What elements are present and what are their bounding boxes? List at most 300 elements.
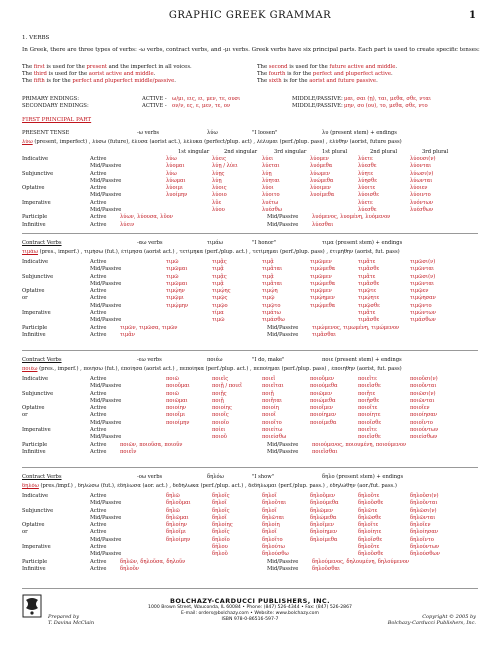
paradigm-row bbox=[22, 412, 482, 419]
infinitive-row bbox=[22, 332, 482, 339]
mood-label: Imperative bbox=[22, 199, 51, 206]
verb-form: τιμᾶσθε bbox=[358, 266, 380, 273]
verb-form: τιμῶμεν bbox=[310, 259, 332, 265]
mood-label: Imperative bbox=[22, 427, 51, 434]
column-header: 1st plural bbox=[322, 149, 348, 155]
voice-label: Mid/Passive bbox=[90, 514, 122, 521]
participle-row bbox=[22, 214, 482, 221]
verb-form: ποιοῖς bbox=[212, 412, 229, 419]
mood-label: Imperative bbox=[22, 310, 51, 317]
verb-form: δηλοῖτο bbox=[262, 536, 283, 543]
mood-label: or bbox=[22, 529, 28, 536]
verb-form: ποιῶ bbox=[166, 376, 179, 382]
verb-form: λύετε bbox=[358, 199, 373, 206]
verb-form: τιμῶμαι bbox=[166, 266, 188, 273]
voice-label: Mid/Passive bbox=[90, 500, 122, 507]
verb-form: ποιείσθων bbox=[410, 434, 438, 441]
voice-label: Mid/Passive bbox=[90, 536, 122, 543]
author-name: T. Davina McClain bbox=[48, 620, 95, 626]
participle-row bbox=[22, 442, 482, 449]
part-ordinal: first bbox=[33, 64, 45, 70]
copyright-holder: Bolchazy-Carducci Publishers, Inc. bbox=[387, 620, 476, 626]
principal-parts: (pres., imperf.) , ποιήσω (fut.), ἐποίησα (aorist act.) , πεποίηκα (perf./plup. act.) , πεποίημαι (perf./plup. pass) , ἐποιήθην (aorist, fut. pass) bbox=[39, 366, 402, 372]
voice-label: Active bbox=[90, 412, 107, 419]
verb-form: λύεσθε bbox=[358, 207, 377, 214]
verb-form: λυοίμεθα bbox=[310, 192, 335, 199]
voice-label: Active bbox=[90, 427, 107, 434]
participle-label: Participle bbox=[22, 441, 48, 448]
voice-label: Active bbox=[90, 273, 107, 280]
verb-form: τιμῴης bbox=[212, 288, 231, 295]
tense-use: future active and middle bbox=[329, 64, 396, 70]
verb-form: τιμῶ bbox=[166, 273, 179, 280]
verb-form: δηλοῖς bbox=[212, 493, 230, 499]
verb-form: δηλοῖμεν bbox=[310, 522, 334, 529]
principal-parts: (pres., imperf.) , τιμήσω (fut.), ἐτίμησα (aorist act.) , τετίμηκα (perf./plup. act.) , τετίμημαι (perf./plup. pass) , ἐτιμήθην (aorist, fut. pass) bbox=[39, 249, 400, 255]
verb-form: λύεται bbox=[262, 163, 280, 170]
verb-form: λύηται bbox=[262, 177, 280, 184]
infinitive-label: Infinitive bbox=[22, 565, 46, 572]
mood-label: Indicative bbox=[22, 493, 49, 499]
publisher-contact: E-mail: orders@bolchazy.com • Website: www.bolchazy.com bbox=[181, 611, 319, 616]
verb-form: λύοις bbox=[212, 185, 227, 192]
paradigm-row bbox=[22, 376, 482, 383]
verb-form: τιμάσθω bbox=[262, 317, 285, 324]
participle-label: Participle bbox=[22, 214, 48, 221]
voice-label: Active bbox=[90, 522, 107, 529]
participle-mp-form: λυόμενος, λυομένη, λυόμενον bbox=[312, 214, 391, 221]
verb-form: δηλοῖμι bbox=[166, 529, 187, 536]
verb-form: λύοιεν bbox=[410, 185, 428, 192]
verb-form: δηλοῖεν bbox=[410, 522, 431, 529]
verb-class: -εω verbs bbox=[137, 357, 162, 363]
verb-form: δηλοῖντο bbox=[410, 536, 434, 543]
voice-label: Mid/Passive bbox=[90, 192, 122, 199]
participle-label: Participle bbox=[22, 558, 48, 565]
infinitive-mp-form: ποιεῖσθαι bbox=[312, 448, 338, 455]
verb-form: ποιεῖται bbox=[262, 383, 284, 390]
verb-form: δηλοῖ bbox=[262, 529, 277, 536]
part-note bbox=[257, 64, 482, 71]
verb-form: δηλώμεθα bbox=[310, 514, 337, 521]
verb-form: ποιοῦσι(ν) bbox=[410, 376, 438, 382]
verb-form: δηλοίης bbox=[212, 522, 233, 529]
page-number: 1 bbox=[469, 10, 476, 21]
verb-form: λυοίμην bbox=[166, 192, 188, 199]
verb-form: ποιοῖεν bbox=[410, 405, 430, 412]
paradigm-row bbox=[22, 515, 482, 522]
verb-form: ποιεῖς bbox=[212, 376, 229, 382]
voice-label: Mid/Passive bbox=[90, 280, 122, 287]
verb-form: λύοισθε bbox=[358, 192, 379, 199]
mood-label: Subjunctive bbox=[22, 273, 54, 280]
verb-form: λύωμαι bbox=[166, 177, 186, 184]
infinitive-label: Infinitive bbox=[22, 221, 46, 228]
verb-form: ποίει bbox=[212, 427, 226, 434]
voice-label: Active bbox=[90, 324, 107, 331]
verb-form: τιμῷτο bbox=[262, 302, 281, 309]
note-text: is for the bbox=[281, 78, 310, 84]
verb-form: τιμῴησαν bbox=[410, 295, 436, 302]
paradigm-row bbox=[22, 317, 482, 324]
publisher-address: 1000 Brown Street, Wauconda, IL 60084 • Phone: (847) 526-4344 • Fax: (847) 526-2867 bbox=[148, 605, 352, 610]
participle-mp-form: τιμώμενος, τιμωμένη, τιμώμενον bbox=[312, 324, 400, 331]
verb-form: ποιοίης bbox=[212, 405, 232, 412]
present-stem: δηλο (present stem) + endings bbox=[322, 474, 404, 480]
verb-form: λύῃ bbox=[212, 177, 222, 184]
verb-form: λυέσθων bbox=[410, 207, 434, 214]
parts-left-column bbox=[22, 64, 247, 85]
person-number-header bbox=[22, 149, 482, 156]
verb-form: δηλοίημεν bbox=[310, 529, 337, 536]
verb-form: τιμῷμι bbox=[166, 295, 184, 302]
copyright bbox=[388, 614, 476, 626]
paradigm-row bbox=[22, 398, 482, 405]
verb-form: ποιοῖτο bbox=[262, 419, 282, 426]
paradigm-type: Contract Verbs bbox=[22, 474, 62, 480]
column-header: 2nd plural bbox=[370, 149, 398, 155]
note-text: The bbox=[22, 71, 34, 77]
infinitive-mp-form: δηλοῦσθαι bbox=[312, 565, 340, 572]
verb-form: δηλοῖ bbox=[262, 493, 277, 499]
lemma: δηλόω bbox=[22, 483, 39, 489]
note-text: The bbox=[257, 78, 269, 84]
verb-form: δηλοῖσθε bbox=[358, 536, 383, 543]
verb-form: ποιεῖσθε bbox=[358, 383, 381, 390]
verb-form: τιμώμεθα bbox=[310, 280, 336, 287]
column-header: 1st singular bbox=[178, 149, 210, 155]
verb-form: τιμᾶσθε bbox=[358, 280, 380, 287]
part-ordinal: fourth bbox=[268, 71, 286, 77]
voice-label: Active bbox=[90, 310, 107, 317]
verb-gloss: "I loosen" bbox=[252, 130, 278, 136]
voice-label: Mid/Passive bbox=[267, 441, 299, 448]
verb-form: ποιούμεθα bbox=[310, 383, 338, 390]
verb-form: ποιοῖ bbox=[262, 412, 276, 419]
verb-form: λυέτω bbox=[262, 199, 279, 206]
block-divider bbox=[22, 350, 478, 351]
note-text: is used for the bbox=[44, 64, 87, 70]
verb-form: δηλούσθων bbox=[410, 551, 440, 558]
tense-use: present bbox=[86, 64, 107, 70]
verb-form: δηλοῖ bbox=[212, 514, 227, 521]
note-text: is used for the bbox=[287, 64, 330, 70]
column-header: 2nd singular bbox=[224, 149, 258, 155]
note-text: is used for the bbox=[46, 71, 89, 77]
voice-label: Mid/Passive bbox=[267, 214, 299, 221]
paradigm-row bbox=[22, 391, 482, 398]
verb-form: τιμῷσθε bbox=[358, 302, 380, 309]
voice-label: Mid/Passive bbox=[90, 207, 122, 214]
verb-form: ποιούντων bbox=[410, 427, 439, 434]
part-note bbox=[22, 71, 247, 78]
participle-row bbox=[22, 559, 482, 566]
verb-form: τιμώντων bbox=[410, 310, 436, 317]
principal-parts-line bbox=[22, 366, 482, 376]
verb-class: -ω verbs bbox=[137, 130, 160, 136]
infinitive-row bbox=[22, 222, 482, 229]
principal-parts: (pres./impf.) , δηλώσω (fut.), ἐδήλωσα (aor. act.) , δεδήλωκα (perf./plup. act.) , δεδήλωμαι (perf./plup. pass.) , ἐδηλώθην (aor./fut. pass.) bbox=[40, 483, 397, 489]
tense-use: perfect and pluperfect middle/passive bbox=[72, 78, 175, 84]
mood-label: Imperative bbox=[22, 544, 51, 551]
verb-form: ποιεῖτε bbox=[358, 376, 377, 382]
voice-label: Mid/Passive bbox=[267, 324, 299, 331]
verb-form: τιμῷς bbox=[212, 295, 228, 302]
verb-form: ποιεῖ bbox=[262, 376, 276, 382]
verb-form: δηλοῦμαι bbox=[166, 500, 191, 507]
secondary-endings-label: SECONDARY ENDINGS: bbox=[22, 103, 89, 109]
present-stem: τιμα (present stem) + endings bbox=[322, 240, 403, 246]
section-heading: 1. VERBS bbox=[22, 35, 50, 41]
primary-endings-label: PRIMARY ENDINGS: bbox=[22, 96, 80, 102]
verb-form: λύονται bbox=[410, 163, 432, 170]
verb-form: λύοιο bbox=[212, 192, 227, 199]
verb-form: δηλοῦσθε bbox=[358, 500, 384, 507]
infinitive-active-form: ποιεῖν bbox=[120, 448, 137, 455]
voice-label: Active bbox=[90, 544, 107, 551]
mood-label: Indicative bbox=[22, 376, 49, 382]
verb-form: λύοιτο bbox=[262, 192, 280, 199]
verb-form: ποιῆσθε bbox=[358, 397, 380, 404]
paradigm-row bbox=[22, 303, 482, 310]
note-text: The bbox=[22, 64, 34, 70]
verb-form: δηλῶτε bbox=[358, 507, 378, 514]
verb-form: τιμῶ bbox=[166, 259, 179, 265]
paradigm-row bbox=[22, 295, 482, 302]
verb-form: ποιῆτε bbox=[358, 390, 376, 397]
verb-form: λυώμεθα bbox=[310, 177, 334, 184]
participle-row bbox=[22, 325, 482, 332]
infinitive-active-form: λύειν bbox=[120, 221, 135, 228]
verb-form: τιμώμεθα bbox=[310, 266, 336, 273]
voice-label: Active bbox=[90, 376, 107, 382]
voice-label: Active bbox=[90, 441, 107, 448]
note-text: . bbox=[376, 78, 378, 84]
paradigm-header bbox=[22, 357, 482, 366]
verb-form: δηλοῖ bbox=[262, 507, 277, 514]
mood-label: Optative bbox=[22, 405, 45, 412]
verb-form: δηλοῖς bbox=[212, 507, 230, 514]
verb-form: τιμᾶται bbox=[262, 280, 283, 287]
paradigm-row bbox=[22, 281, 482, 288]
verb-form: δηλοίην bbox=[166, 522, 187, 529]
voice-label: Active bbox=[90, 214, 107, 221]
infinitive-label: Infinitive bbox=[22, 448, 46, 455]
secondary-mp-endings: μην, σο (ου), το, μεθα, σθε, ντο bbox=[344, 103, 428, 109]
verb-form: ποιῇ bbox=[262, 390, 274, 397]
verb-form: τιμάσθων bbox=[410, 317, 436, 324]
mood-label: or bbox=[22, 295, 28, 302]
verb-form: ποιῶσι(ν) bbox=[410, 390, 436, 397]
verb-form: δηλοῦμεν bbox=[310, 493, 336, 499]
paradigm-block bbox=[22, 130, 482, 229]
voice-label: Active bbox=[90, 558, 107, 565]
mp-label: MIDDLE/PASSIVE: bbox=[292, 103, 343, 109]
verb-gloss: "I show" bbox=[252, 474, 275, 480]
verb-form: τιμῷεν bbox=[410, 288, 429, 295]
paradigm-row bbox=[22, 551, 482, 558]
verb-form: τιμῷτε bbox=[358, 288, 377, 295]
verb-form: ποιοῖο bbox=[212, 419, 229, 426]
publisher-name: BOLCHAZY-CARDUCCI PUBLISHERS, INC. bbox=[170, 597, 330, 605]
verb-form: ποιοίην bbox=[166, 405, 186, 412]
verb-form: λύω bbox=[166, 156, 177, 162]
verb-form: δηλῶσι(ν) bbox=[410, 507, 437, 514]
paradigm-type: PRESENT TENSE bbox=[22, 130, 70, 136]
verb-form: λύουσι(ν) bbox=[410, 156, 436, 162]
paradigm-block bbox=[22, 357, 482, 456]
verb-form: λύομαι bbox=[166, 163, 185, 170]
infinitive-active-form: τιμᾶν bbox=[120, 331, 135, 338]
paradigm-row bbox=[22, 493, 482, 500]
paradigm-block bbox=[22, 240, 482, 339]
paradigm-row bbox=[22, 163, 482, 170]
verb-form: τιμᾷς bbox=[212, 273, 227, 280]
mood-label: Optative bbox=[22, 288, 45, 295]
verb-form: δήλου bbox=[212, 544, 228, 551]
note-text: . bbox=[391, 71, 393, 77]
verb-form: δηλῶνται bbox=[410, 514, 436, 521]
verb-form: ποιοῖμι bbox=[166, 412, 186, 419]
verb-form: λύω bbox=[166, 170, 177, 177]
mp-label: MIDDLE/PASSIVE: bbox=[292, 96, 343, 102]
present-stem: ποιε (present stem) + endings bbox=[322, 357, 402, 363]
verb-form: τιμῶμεν bbox=[310, 273, 332, 280]
verb-form: λύωνται bbox=[410, 177, 433, 184]
verb-class: -αω verbs bbox=[137, 240, 163, 246]
paradigm-row bbox=[22, 207, 482, 214]
column-header: 3rd singular bbox=[274, 149, 307, 155]
paradigm-type: Contract Verbs bbox=[22, 240, 62, 246]
verb-form: ποιοῦμεν bbox=[310, 376, 335, 382]
voice-label: Active bbox=[90, 170, 107, 177]
verb-form: τιμῶ bbox=[212, 317, 225, 324]
mood-label: Subjunctive bbox=[22, 390, 54, 397]
voice-label: Mid/Passive bbox=[90, 434, 122, 441]
footer-divider bbox=[22, 588, 478, 589]
paradigm-row bbox=[22, 537, 482, 544]
verb-form: τιμῶνται bbox=[410, 280, 435, 287]
verb-form: τιμᾷ bbox=[262, 259, 274, 265]
voice-label: Mid/Passive bbox=[90, 266, 122, 273]
verb-form: λύοιντο bbox=[410, 192, 431, 199]
block-divider bbox=[22, 233, 478, 234]
verb-form: δηλοῖ bbox=[212, 500, 227, 507]
verb-form: ποιοῦ bbox=[212, 434, 227, 441]
infinitive-row bbox=[22, 566, 482, 573]
part-ordinal: second bbox=[268, 64, 288, 70]
verb-form: λύεσθε bbox=[358, 163, 377, 170]
verb-form: λύησθε bbox=[358, 177, 377, 184]
voice-label: Mid/Passive bbox=[90, 177, 122, 184]
verb-form: δηλοῖτε bbox=[358, 522, 379, 529]
example-verb: τιμάω bbox=[207, 240, 224, 246]
participle-active-form: δηλῶν, δηλοῦσα, δηλοῦν bbox=[120, 558, 186, 565]
verb-form: ποιώμεθα bbox=[310, 397, 336, 404]
verb-form: δηλοίη bbox=[262, 522, 280, 529]
verb-form: δηλοίμεθα bbox=[310, 536, 338, 543]
voice-label: Mid/Passive bbox=[267, 565, 299, 572]
verb-form: τιμῷ bbox=[262, 295, 275, 302]
copyright-line: Copyright © 2005 by bbox=[422, 614, 476, 620]
paradigm-row bbox=[22, 508, 482, 515]
verb-form: ποιῶ bbox=[166, 390, 179, 397]
infinitive-row bbox=[22, 449, 482, 456]
paradigm-header bbox=[22, 240, 482, 249]
verb-form: τιμῴημεν bbox=[310, 295, 335, 302]
paradigm-block bbox=[22, 474, 482, 573]
lemma: ποιέω bbox=[22, 366, 38, 372]
verb-form: τιμῶσι(ν) bbox=[410, 273, 436, 280]
verb-form: τιμάτω bbox=[262, 310, 281, 317]
paradigm-row bbox=[22, 500, 482, 507]
paradigm-row bbox=[22, 192, 482, 199]
part-note bbox=[22, 64, 247, 71]
verb-form: ποιεῖσθε bbox=[358, 434, 381, 441]
part-ordinal: third bbox=[33, 71, 47, 77]
voice-label: Mid/Passive bbox=[90, 551, 122, 558]
voice-label: Mid/Passive bbox=[90, 317, 122, 324]
verb-form: τίμα bbox=[212, 310, 224, 317]
paradigm-row bbox=[22, 171, 482, 178]
verb-form: ποιοίμην bbox=[166, 419, 190, 426]
verb-form: λύῃς bbox=[212, 170, 225, 177]
verb-form: λύεις bbox=[212, 156, 227, 162]
verb-form: τιμῴμεθα bbox=[310, 302, 336, 309]
participle-mp-form: δηλούμενος, δηλουμένη, δηλούμενον bbox=[312, 558, 410, 565]
note-text: The bbox=[22, 78, 34, 84]
paradigm-row bbox=[22, 200, 482, 207]
verb-form: λυόμεθα bbox=[310, 163, 333, 170]
voice-label: Active bbox=[90, 507, 107, 514]
verb-form: δηλοῦτε bbox=[358, 493, 380, 499]
verb-form: δηλοῖς bbox=[212, 529, 230, 536]
verb-form: ποιοίη bbox=[262, 405, 279, 412]
verb-form: δηλούμεθα bbox=[310, 500, 339, 507]
participle-active-form: τιμῶν, τιμῶσα, τιμῶν bbox=[120, 324, 178, 331]
voice-label: Mid/Passive bbox=[90, 397, 122, 404]
voice-label: Mid/Passive bbox=[90, 419, 122, 426]
verb-form: λύετε bbox=[358, 156, 373, 162]
participle-active-form: λύων, λύουσα, λῦον bbox=[120, 214, 173, 221]
note-text: is for the bbox=[44, 78, 73, 84]
verb-form: ποιοῦμαι bbox=[166, 383, 190, 390]
voice-label: Active bbox=[90, 390, 107, 397]
verb-form: ποιῆται bbox=[262, 397, 283, 404]
infinitive-active-form: δηλοῦν bbox=[120, 565, 139, 572]
principal-parts-line bbox=[22, 249, 482, 259]
verb-form: λύητε bbox=[358, 170, 374, 177]
verb-form: τιμῶνται bbox=[410, 266, 435, 273]
isbn: ISBN 978-0-86516-597-7 bbox=[221, 617, 279, 622]
verb-form: ποιῇς bbox=[212, 390, 227, 397]
verb-form: ποιῶμαι bbox=[166, 397, 188, 404]
verb-form: ποιῇ bbox=[212, 397, 224, 404]
verb-form: ποιοίησαν bbox=[410, 412, 438, 419]
voice-label: Mid/Passive bbox=[267, 448, 299, 455]
participle-active-form: ποιῶν, ποιοῦσα, ποιοῦν bbox=[120, 441, 183, 448]
note-text: . bbox=[174, 78, 176, 84]
verb-form: τιμᾷ bbox=[262, 273, 274, 280]
primary-active-endings: ω/μι, εις, ει, μεν, τε, ουσι bbox=[172, 96, 241, 102]
voice-label: Active bbox=[90, 185, 107, 192]
mood-label: Optative bbox=[22, 522, 45, 529]
verb-gloss: "I do, make" bbox=[252, 357, 285, 363]
verb-form: ποιείτω bbox=[262, 427, 283, 434]
verb-form: τιμᾶται bbox=[262, 266, 283, 273]
parts-right-column bbox=[257, 64, 482, 85]
verb-form: δηλούτω bbox=[262, 544, 285, 551]
